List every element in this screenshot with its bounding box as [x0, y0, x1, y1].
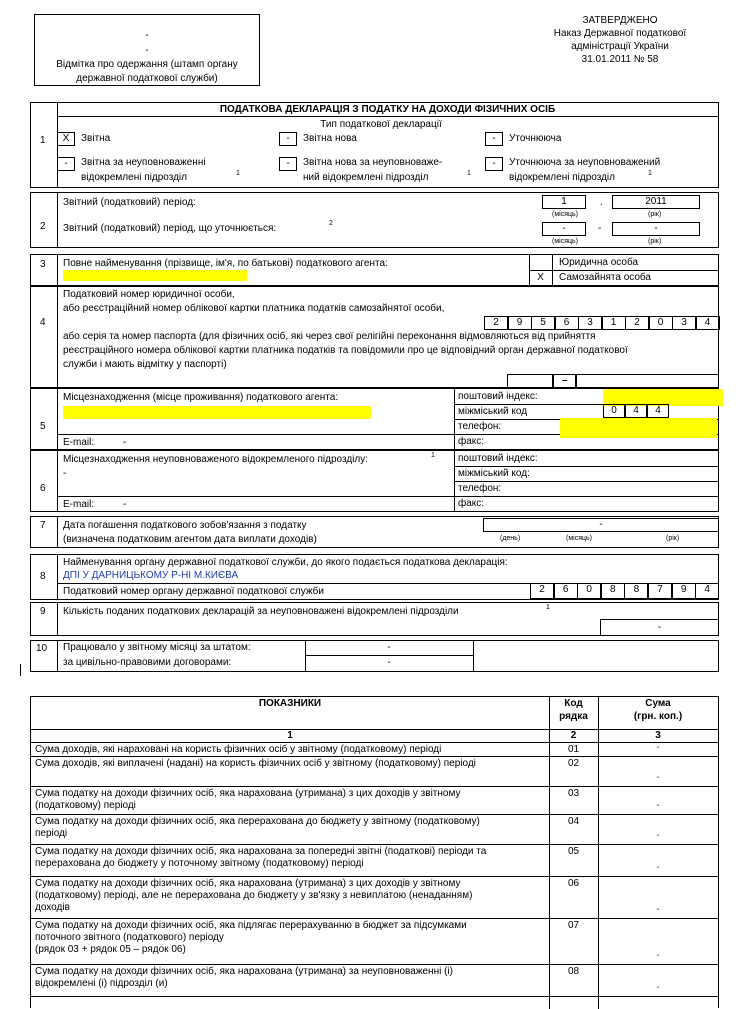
tax-number-label-1: Податковий номер юридичної особи, [63, 289, 235, 300]
row-description-line: Сума податку на доходи фізичних осіб, яка нарахована (утримана) з цих доходів у звітному [35, 878, 461, 889]
corrected-year-field[interactable]: - [612, 222, 700, 236]
row-code: 02 [567, 758, 580, 769]
row-description-line: Сума податку на доходи фізичних осіб, яка нарахована (утримана) за неуповноваженні (і) [35, 966, 453, 977]
authority-code-digit[interactable]: 8 [624, 583, 648, 599]
label-reporting-new: Звітна нова [303, 133, 357, 144]
row-code: 03 [567, 788, 580, 799]
agent-address-label: Місцезнаходження (місце проживання) податкового агента: [63, 392, 339, 403]
tax-number-digit[interactable]: 5 [531, 316, 555, 330]
row-sum[interactable]: - [656, 950, 660, 961]
unit-postal-label: поштовий індекс: [458, 453, 538, 464]
authority-code-digit[interactable]: 7 [648, 583, 672, 599]
colnum-2: 2 [570, 730, 577, 741]
approved-order: Наказ Державної податкової [553, 28, 687, 39]
table-row [31, 919, 718, 965]
row-sum[interactable]: - [656, 862, 660, 873]
agent-name-label: Повне найменування (прізвище, ім'я, по батькові) податкового агента: [63, 258, 388, 269]
checkbox-clarifying-unit[interactable]: - [485, 157, 503, 171]
section-6-number: 6 [40, 483, 46, 494]
unit-phone-label: телефон: [458, 483, 502, 494]
footnote-2: 2 [329, 220, 333, 227]
unit-fax-label: факс: [458, 498, 485, 509]
unit-declarations-field[interactable] [600, 619, 719, 636]
header-sum-2: (грн. коп.) [633, 711, 683, 722]
phone-redacted [560, 418, 717, 438]
authority-code-digit[interactable]: 2 [530, 583, 554, 599]
section-1-number: 1 [40, 135, 46, 146]
row-code: 04 [567, 816, 580, 827]
approved-authority: адміністрації України [571, 41, 669, 52]
row-description-line: Сума податку на доходи фізичних осіб, яка нарахована (утримана) з цих доходів у звітному [35, 788, 461, 799]
corrected-period-label: Звітний (податковий) період, що уточнюється: [63, 223, 277, 234]
phone-label: телефон: [458, 421, 502, 432]
passport-series-field[interactable] [507, 374, 553, 388]
self-employed-mark[interactable]: X [537, 272, 544, 283]
label-clarifying: Уточнююча [509, 133, 562, 144]
self-employed-label: Самозайнята особа [559, 272, 651, 283]
section-7-number: 7 [40, 520, 46, 531]
section-2-number: 2 [40, 221, 46, 232]
row-description-line: Сума податку на доходи фізичних осіб, яка перерахована до бюджету у звітному (податковому) [35, 816, 480, 827]
stamp-dash-1: - [145, 30, 149, 41]
row-description-line: Сума доходів, які нараховані на користь фізичних осіб у звітному (податковому) періоді [35, 744, 442, 755]
header-sum-1: Сума [645, 698, 671, 709]
table-row [31, 787, 718, 815]
row-description-line: (податковому) періоді [35, 800, 136, 811]
row-description-line: (рядок 03 + рядок 05 – рядок 06) [35, 944, 186, 955]
checkbox-reporting-new[interactable]: - [279, 132, 297, 146]
section-8-number: 8 [40, 571, 46, 582]
unit-address-value[interactable]: - [63, 468, 67, 479]
day-caption: (день) [500, 535, 521, 542]
row-description-line: доходів [35, 902, 70, 913]
tax-number-digit[interactable]: 0 [649, 316, 673, 330]
row-description-line: Сума податку на доходи фізичних осіб, яка нарахована за попередні звітні (податкові) періоди та [35, 846, 487, 857]
row-sum[interactable]: - [656, 830, 660, 841]
email-value[interactable]: - [123, 437, 127, 448]
section-9-number: 9 [40, 606, 46, 617]
label-clarifying-unit-1: Уточнююча за неуповноважений [509, 157, 661, 168]
header-code-1: Код [564, 698, 583, 709]
row-code: 08 [567, 966, 580, 977]
table-row [31, 877, 718, 919]
row-description-line: перерахована до бюджету у поточному звітному (податковому) періоді [35, 858, 364, 869]
unit-email-value[interactable]: - [123, 499, 127, 510]
table-row [31, 743, 718, 757]
tax-number-digit[interactable]: 2 [625, 316, 649, 330]
tax-number-digit[interactable]: 4 [696, 316, 720, 330]
fax-label: факс: [458, 436, 485, 447]
stamp-caption-1: Відмітка про одержання (штамп органу [56, 59, 238, 70]
contract-label: за цивільно-правовими договорами: [63, 657, 232, 668]
passport-label-1: або серія та номер паспорта (для фізичних осіб, які через свої релігійні переконання відмовляються від прийняття [63, 331, 596, 342]
footnote-1c: 1 [648, 170, 652, 177]
row-description-line: відокремлені (і) підрозділ (и) [35, 978, 168, 989]
colnum-3: 3 [655, 730, 661, 741]
authority-code-digit[interactable]: 8 [601, 583, 625, 599]
postal-code-label: поштовий індекс: [458, 391, 538, 402]
stamp-dash-2: - [145, 45, 149, 56]
row-sum[interactable]: - [656, 772, 660, 783]
tax-number-digit[interactable]: 2 [484, 316, 508, 330]
table-row [31, 757, 718, 787]
section-5-number: 5 [40, 421, 46, 432]
section-3-number: 3 [40, 259, 46, 270]
tax-number-label-2: або реєстраційний номер облікової картки платника податків самозайнятої особи, [63, 303, 445, 314]
period-label: Звітний (податковий) період: [63, 197, 196, 208]
section-10 [30, 640, 719, 672]
row-description-line: поточного звітного (податкового) періоду [35, 932, 224, 943]
staff-label: Працювало у звітному місяці за штатом: [63, 642, 251, 653]
footnote-6: 1 [431, 452, 435, 459]
authority-code-digit[interactable]: 0 [577, 583, 601, 599]
city-code-digit-1[interactable]: 0 [603, 404, 625, 418]
footnote-9: 1 [546, 604, 550, 611]
row-description-line: Сума податку на доходи фізичних осіб, яка підлягає перерахуванню в бюджет за підсумками [35, 920, 467, 931]
footnote-1b: 1 [467, 170, 471, 177]
approved-heading: ЗАТВЕРДЖЕНО [582, 15, 658, 26]
checkbox-clarifying[interactable]: - [485, 132, 503, 146]
tax-number-digit[interactable]: 3 [672, 316, 696, 330]
unit-city-code-label: міжміський код: [458, 468, 530, 479]
corrected-month-field[interactable]: - [542, 222, 586, 236]
authority-code-digit[interactable]: 6 [554, 583, 578, 599]
authority-name[interactable]: ДПІ У ДАРНИЦЬКОМУ Р-НІ М.КИЄВА [63, 570, 239, 581]
row-description-line: Сума доходів, які виплачені (надані) на користь фізичних осіб у звітному (податковому) періоді [35, 758, 476, 769]
row-sum[interactable]: - [656, 800, 660, 811]
city-code-label: міжміський код [458, 406, 528, 417]
payment-date-value: - [599, 519, 603, 530]
label-reporting-unit-2: відокремлені підрозділ [81, 172, 187, 183]
period-month-field[interactable]: 1 [542, 195, 586, 209]
agent-name-redacted [63, 270, 247, 281]
colnum-1: 1 [287, 730, 293, 741]
row-code: 06 [567, 878, 580, 889]
checkbox-reporting[interactable]: X [57, 132, 75, 146]
passport-label-2: реєстраційного номера облікової картки платника податків та повідомили про це відповідний орган державної податкової [63, 345, 628, 356]
declaration-type-label: Тип податкової декларації [320, 119, 442, 130]
declaration-title: ПОДАТКОВА ДЕКЛАРАЦІЯ З ПОДАТКУ НА ДОХОДИ ФІЗИЧНИХ ОСІБ [219, 104, 556, 115]
row-sum[interactable]: - [656, 904, 660, 915]
table-row [31, 845, 718, 877]
stamp-caption-2: державної податкової служби) [76, 73, 218, 84]
checkbox-reporting-new-unit[interactable]: - [279, 157, 297, 171]
legal-entity-label: Юридична особа [559, 257, 639, 268]
section-4 [30, 286, 719, 388]
indicators-table [30, 696, 719, 1008]
staff-value[interactable]: - [387, 642, 391, 653]
authority-code-label: Податковий номер органу державної податкової служби [63, 586, 324, 597]
year-caption-2: (рік) [648, 238, 662, 245]
authority-label: Найменування органу державної податкової служби, до якого подається податкова декларація: [63, 557, 508, 568]
header-indicators: ПОКАЗНИКИ [258, 698, 322, 709]
passport-dash: – [553, 374, 576, 388]
period-year-field[interactable]: 2011 [612, 195, 700, 209]
receipt-stamp-box [34, 14, 260, 86]
label-reporting-new-unit-1: Звітна нова за неуповноваже- [303, 157, 443, 168]
contract-value[interactable]: - [387, 657, 391, 668]
label-reporting: Звітна [81, 133, 111, 144]
email-label: E-mail: [63, 437, 95, 448]
row-sum[interactable]: - [656, 742, 660, 753]
month-caption-7: (місяць) [566, 535, 592, 542]
approval-block [520, 14, 720, 66]
city-code-digit-3[interactable]: 4 [647, 404, 669, 418]
label-clarifying-unit-2: відокремлені підрозділ [509, 172, 615, 183]
agent-address-redacted [63, 406, 371, 419]
payment-date-field[interactable] [483, 518, 719, 532]
payment-date-label-1: Дата погашення податкового зобов'язання з податку [63, 520, 307, 531]
unit-declarations-label: Кількість поданих податкових декларацій за неуповноважені відокремлені підрозділи [63, 606, 459, 617]
passport-number-field[interactable] [576, 374, 719, 388]
footnote-1a: 1 [236, 170, 240, 177]
section-4-number: 4 [40, 317, 46, 328]
cursor-mark [20, 664, 21, 676]
table-row [31, 965, 718, 997]
year-caption-7: (рік) [666, 535, 680, 542]
row-description-line: (податковому) періоді, але не перерахована до бюджету у зв'язку з невиплатою (ненаданням) [35, 890, 473, 901]
section-3 [30, 254, 719, 286]
header-code-2: рядка [559, 711, 588, 722]
unit-address-label: Місцезнаходження неуповноваженого відокремленого підрозділу: [63, 454, 369, 465]
section-6 [30, 450, 719, 512]
row-code: 07 [567, 920, 580, 931]
month-caption: (місяць) [552, 211, 578, 218]
row-description-line: періоді [35, 828, 68, 839]
row-code: 01 [567, 744, 580, 755]
month-caption-2: (місяць) [552, 238, 578, 245]
period-dot: . [600, 197, 603, 208]
tax-number-digit[interactable]: 9 [508, 316, 532, 330]
approved-date: 31.01.2011 № 58 [581, 54, 659, 65]
section-10-number: 10 [36, 643, 48, 654]
row-sum[interactable]: - [656, 982, 660, 993]
passport-label-3: служби і мають відмітку у паспорті) [63, 359, 227, 370]
label-reporting-new-unit-2: ний відокремлені підрозділ [303, 172, 429, 183]
authority-code-digit[interactable]: 9 [672, 583, 696, 599]
checkbox-reporting-unit[interactable]: - [57, 157, 75, 171]
table-row [31, 815, 718, 845]
payment-date-label-2: (визначена податковим агентом дата виплати доходів) [63, 534, 317, 545]
corrected-dash: - [598, 223, 602, 234]
tax-number-digit[interactable]: 1 [602, 316, 626, 330]
year-caption: (рік) [648, 211, 662, 218]
tax-number-digit[interactable]: 6 [555, 316, 579, 330]
city-code-digit-2[interactable]: 4 [625, 404, 647, 418]
label-reporting-unit-1: Звітна за неуповноваженні [81, 157, 206, 168]
row-code: 05 [567, 846, 580, 857]
unit-email-label: E-mail: [63, 499, 95, 510]
unit-declarations-value: - [657, 622, 662, 633]
tax-number-digit[interactable]: 3 [578, 316, 602, 330]
authority-code-digit[interactable]: 4 [695, 583, 719, 599]
